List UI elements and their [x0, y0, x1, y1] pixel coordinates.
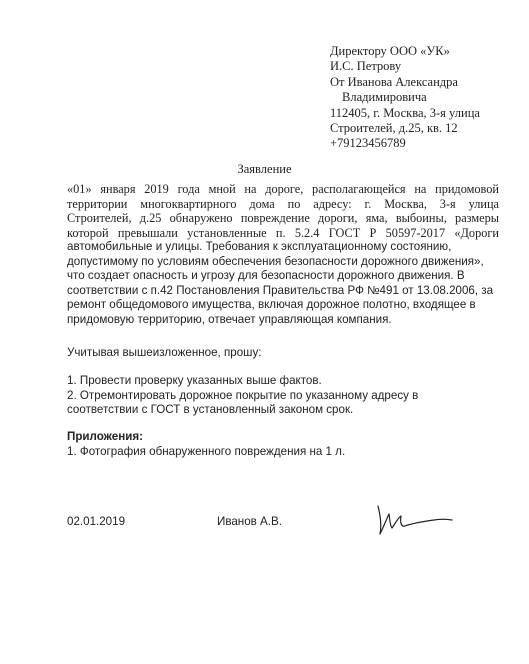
handwritten-signature [370, 500, 455, 540]
addressee-line: И.С. Петрову [330, 59, 402, 74]
attachments-heading: Приложения: [67, 430, 143, 443]
request-item: 1. Провести проверку указанных выше фактов. [67, 374, 322, 387]
addressee-line: От Иванова Александра [330, 74, 458, 89]
request-item: 2. Отремонтировать дорожное покрытие по указанному адресу в [67, 388, 419, 402]
statement-line: территории многоквартирного дома по адресу: г. Москва, 3-я улица [67, 196, 499, 211]
statement-line: Строителей, д.25 обнаружено повреждение дороги, яма, выбоины, размеры [67, 211, 499, 225]
document-title: Заявление [237, 162, 292, 176]
statement-line: что создает опасность и угрозу для безопасности дорожного движения. В [67, 269, 465, 282]
statement-line: допустимому по условиям обеспечения безопасности дорожного движения», [67, 254, 484, 268]
addressee-line: +79123456789 [330, 136, 406, 151]
statement-line: «01» января 2019 года мной на дороге, располагающейся на придомовой [67, 182, 499, 196]
addressee-line: Директору ООО «УК» [330, 44, 450, 58]
signer-name: Иванов А.В. [217, 515, 282, 528]
signature-date: 02.01.2019 [67, 515, 126, 528]
request-list [67, 374, 507, 418]
request-intro [67, 346, 507, 361]
statement-line: ремонт общедомового имущества, включая дорожное полотно, входящее в [67, 298, 476, 311]
addressee-block [330, 44, 520, 152]
request-item: соответствии с ГОСТ в установленный законом срок. [67, 403, 354, 417]
addressee-line: 112405, г. Москва, 3-я улица [330, 105, 480, 120]
statement-line: соответствии с п.42 Постановления Правительства РФ №491 от 13.08.2006, за [67, 283, 494, 297]
statement-line: которой превышали установленные п. 5.2.4 ГОСТ Р 50597-2017 «Дороги [67, 225, 499, 240]
addressee-line: Владимировича [342, 90, 427, 105]
addressee-line: Строителей, д.25, кв. 12 [330, 121, 458, 136]
statement-paragraph [67, 182, 499, 327]
attachments-section [67, 430, 507, 459]
attachment-item: 1. Фотография обнаруженного повреждения на 1 л. [67, 444, 346, 458]
statement-line: придомовую территорию, отвечает управляющая компания. [67, 312, 392, 326]
statement-line: автомобильные и улицы. Требования к эксплуатационному состоянию, [67, 240, 452, 253]
request-intro-text: Учитывая вышеизложенное, прошу: [67, 346, 262, 359]
